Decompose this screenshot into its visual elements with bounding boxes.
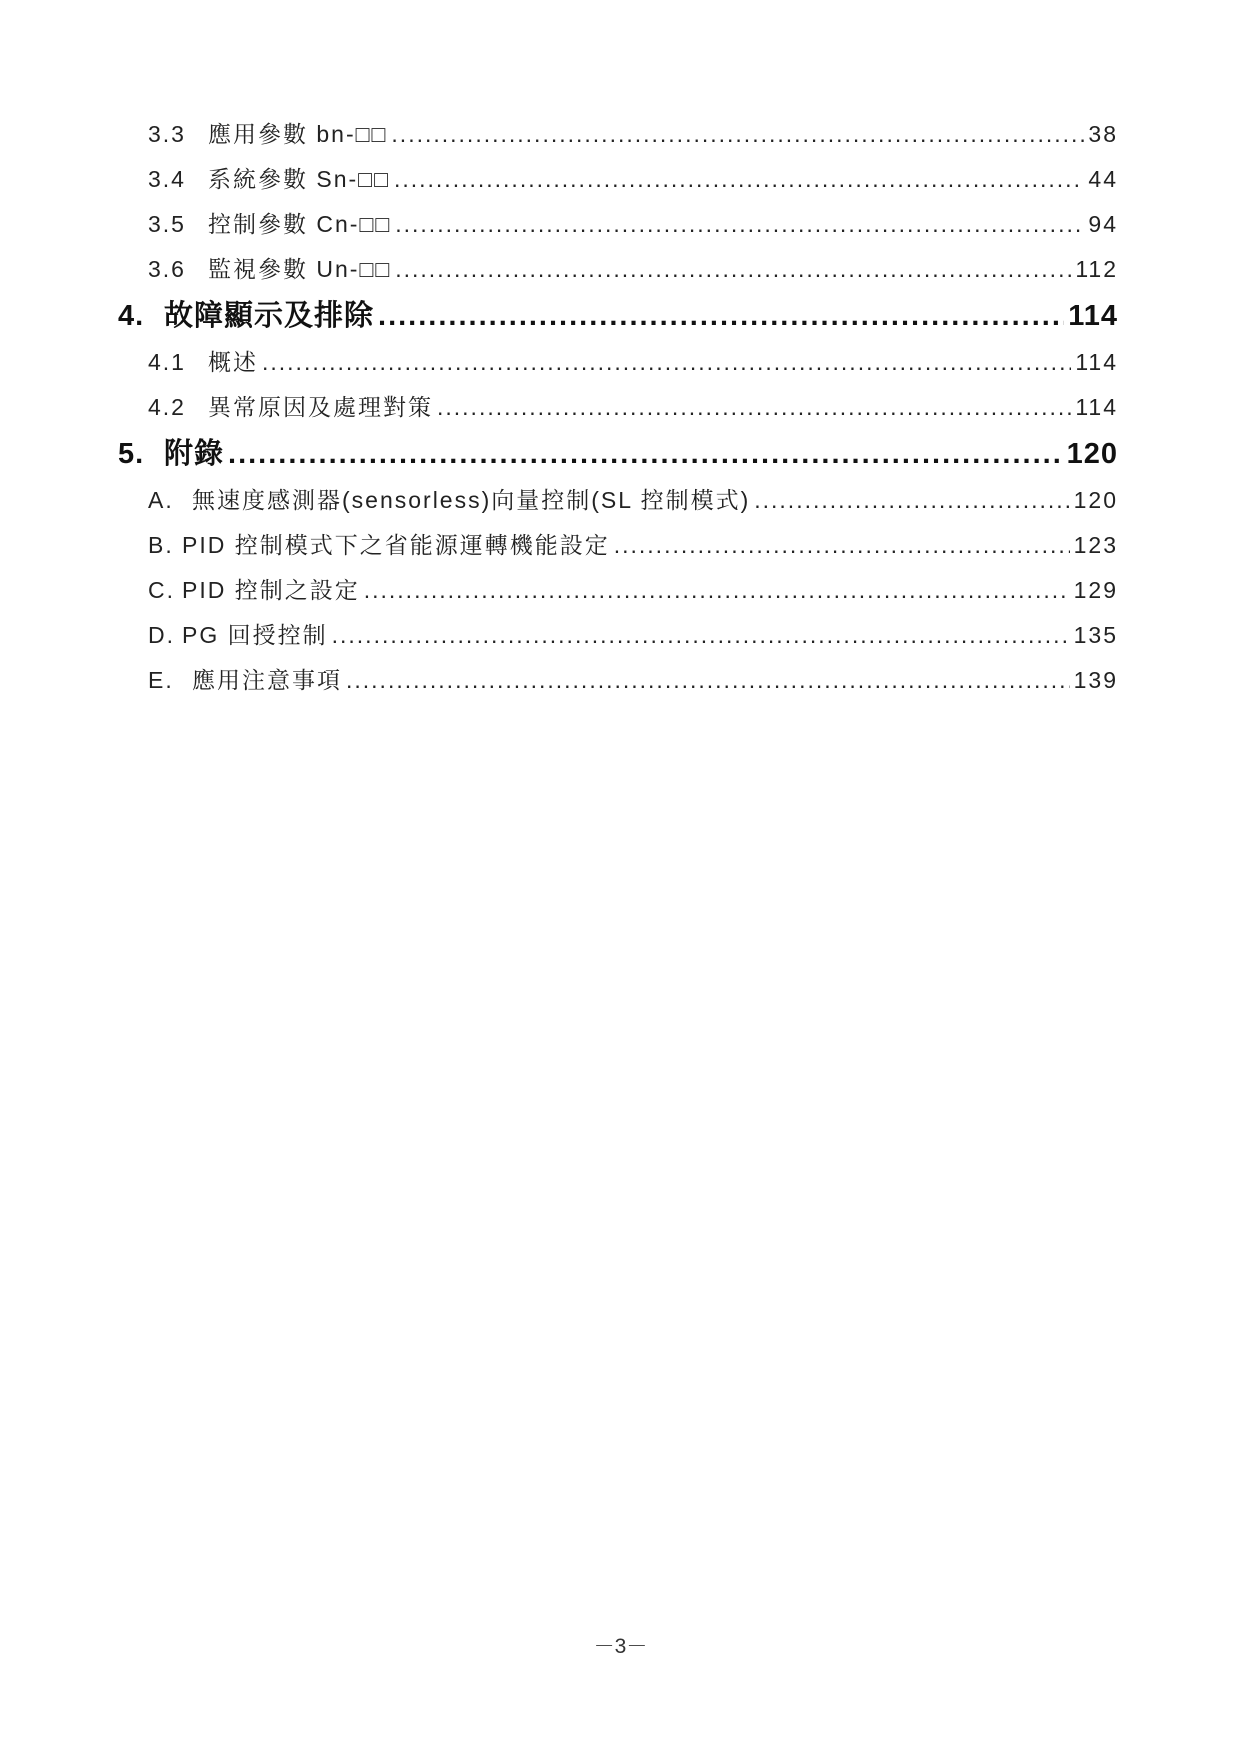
- toc-chapter-title: 故障顯示及排除: [164, 300, 375, 332]
- toc-entry-3-3[interactable]: [118, 112, 1118, 157]
- toc-entry-4-2[interactable]: [118, 385, 1118, 430]
- dot-leader: [228, 430, 1063, 478]
- toc-entry-title: 控制參數 Cn-□□: [208, 211, 392, 237]
- toc-entry-title: 系統參數 Sn-□□: [208, 166, 390, 192]
- dot-leader: [332, 613, 1070, 658]
- toc-entry-number: 4.1: [148, 349, 186, 375]
- dot-leader: [391, 112, 1084, 157]
- toc-entry-3-6[interactable]: [118, 247, 1118, 292]
- toc-entry-title: 無速度感測器(sensorless)向量控制(SL 控制模式): [192, 487, 751, 513]
- dot-leader: [346, 658, 1070, 703]
- toc-entry-b[interactable]: [118, 523, 1118, 568]
- toc-entry-page: 120: [1073, 487, 1118, 513]
- toc-entry-number: D.: [148, 622, 175, 648]
- toc-entry-title: 概述: [208, 349, 258, 375]
- toc-entry-number: 3.3: [148, 121, 186, 147]
- toc-entry-e[interactable]: [118, 658, 1118, 703]
- dot-leader: [754, 478, 1069, 523]
- toc-entry-number: 3.5: [148, 211, 186, 237]
- toc-entry-c[interactable]: [118, 568, 1118, 613]
- toc-entry-title: PID 控制之設定: [182, 577, 360, 603]
- toc-entry-title: PID 控制模式下之省能源運轉機能設定: [182, 532, 610, 558]
- toc-entry-title: 應用參數 bn-□□: [208, 121, 388, 147]
- toc-entry-page: 44: [1088, 166, 1118, 192]
- toc-entry-d[interactable]: [118, 613, 1118, 658]
- toc-entry-4-1[interactable]: [118, 340, 1118, 385]
- toc-chapter-page: 120: [1066, 438, 1118, 470]
- toc-entry-title: 異常原因及處理對策: [208, 394, 433, 420]
- toc-entry-title: PG 回授控制: [182, 622, 328, 648]
- dot-leader: [395, 247, 1071, 292]
- page-number: －3－: [593, 1635, 648, 1658]
- toc-entry-number: C.: [148, 577, 175, 603]
- toc-chapter-number: 5.: [118, 438, 145, 470]
- toc-entry-number: 3.4: [148, 166, 186, 192]
- toc-entry-page: 139: [1073, 667, 1118, 693]
- dot-leader: [395, 202, 1084, 247]
- toc-chapter-page: 114: [1068, 300, 1118, 332]
- toc-entry-title: 監視參數 Un-□□: [208, 256, 392, 282]
- toc-entry-page: 38: [1088, 121, 1118, 147]
- dot-leader: [262, 340, 1071, 385]
- toc-entry-number: 3.6: [148, 256, 186, 282]
- dot-leader: [394, 157, 1084, 202]
- toc-entry-number: A.: [148, 487, 174, 513]
- toc-entry-number: 4.2: [148, 394, 186, 420]
- toc-chapter-5[interactable]: [118, 430, 1118, 478]
- dot-leader: [364, 568, 1070, 613]
- toc-entry-page: 114: [1075, 349, 1118, 375]
- toc-entry-page: 123: [1073, 532, 1118, 558]
- toc-entry-3-5[interactable]: [118, 202, 1118, 247]
- toc-chapter-number: 4.: [118, 300, 145, 332]
- toc-entry-page: 112: [1075, 256, 1118, 282]
- table-of-contents: [118, 112, 1118, 703]
- toc-entry-number: B.: [148, 532, 174, 558]
- toc-entry-3-4[interactable]: [118, 157, 1118, 202]
- toc-chapter-title: 附錄: [164, 438, 225, 470]
- dot-leader: [378, 292, 1064, 340]
- dot-leader: [437, 385, 1071, 430]
- toc-entry-page: 114: [1075, 394, 1118, 420]
- dot-leader: [614, 523, 1070, 568]
- toc-entry-page: 94: [1088, 211, 1118, 237]
- toc-entry-number: E.: [148, 667, 174, 693]
- toc-entry-page: 135: [1073, 622, 1118, 648]
- toc-chapter-4[interactable]: [118, 292, 1118, 340]
- toc-entry-title: 應用注意事項: [192, 667, 342, 693]
- toc-entry-page: 129: [1073, 577, 1118, 603]
- toc-entry-a[interactable]: [118, 478, 1118, 523]
